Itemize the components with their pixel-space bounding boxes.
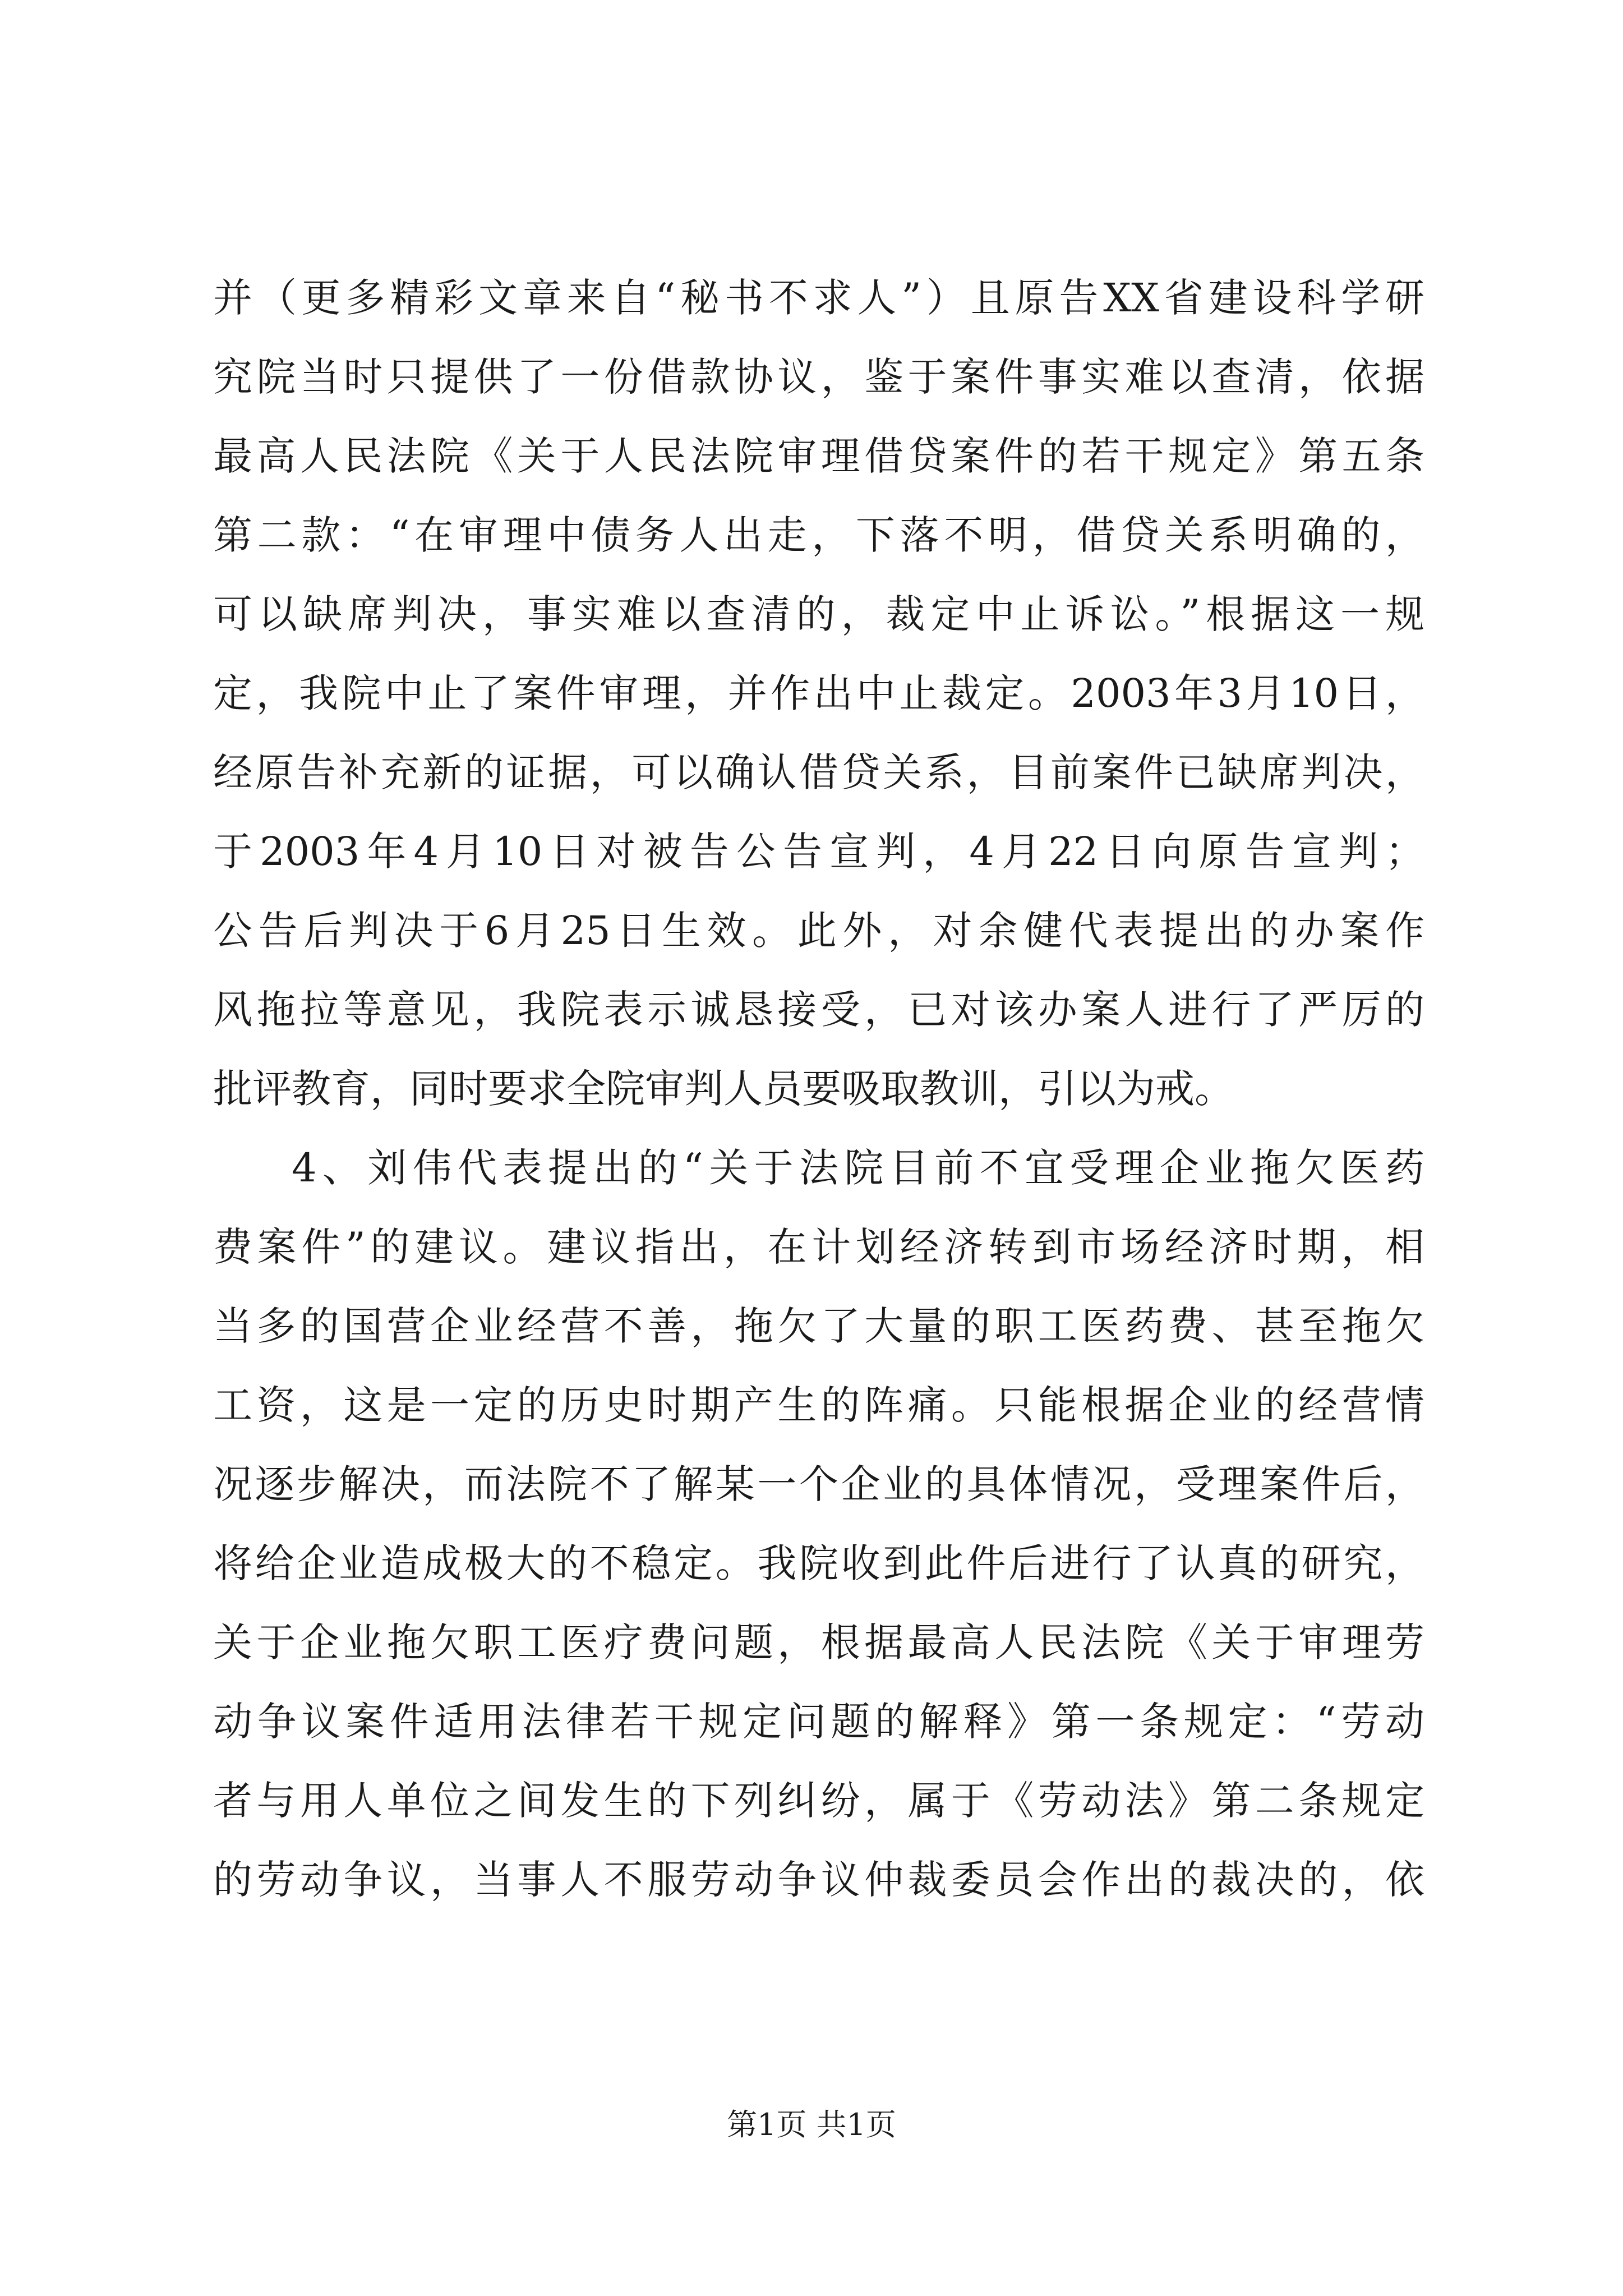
text-line-content: 可以缺席判决，事实难以查清的，裁定中止诉讼。”根据这一规 xyxy=(213,591,1424,637)
text-line xyxy=(213,493,1424,572)
text-line-content: 风拖拉等意见，我院表示诚恳接受，已对该办案人进行了严厉的 xyxy=(213,987,1424,1033)
text-line-content: 经原告补充新的证据，可以确认借贷关系，目前案件已缺席判决， xyxy=(213,749,1424,795)
text-line xyxy=(213,967,1424,1046)
text-line xyxy=(213,651,1424,730)
text-line-content: 况逐步解决，而法院不了解某一个企业的具体情况，受理案件后， xyxy=(213,1461,1424,1507)
text-line-content: 公告后判决于6月25日生效。此外，对余健代表提出的办案作 xyxy=(213,908,1424,954)
text-line-content: 究院当时只提供了一份借款协议，鉴于案件事实难以查清，依据 xyxy=(213,354,1424,400)
text-line-content: 关于企业拖欠职工医疗费问题，根据最高人民法院《关于审理劳 xyxy=(213,1619,1424,1665)
text-line xyxy=(213,1363,1424,1442)
text-line-content: 将给企业造成极大的不稳定。我院收到此件后进行了认真的研究， xyxy=(213,1540,1424,1586)
text-line-content: 定，我院中止了案件审理，并作出中止裁定。2003年3月10日， xyxy=(213,670,1424,716)
text-line xyxy=(213,1837,1424,1916)
text-line xyxy=(213,334,1424,413)
text-line-content: 费案件”的建议。建议指出，在计划经济转到市场经济时期，相 xyxy=(213,1224,1424,1270)
page-number-label: 第1页 共1页 xyxy=(727,2107,896,2142)
body-text xyxy=(213,255,1424,1916)
text-line xyxy=(213,1283,1424,1363)
text-line-content: 工资，这是一定的历史时期产生的阵痛。只能根据企业的经营情 xyxy=(213,1382,1424,1428)
text-line-content: 最高人民法院《关于人民法院审理借贷案件的若干规定》第五条 xyxy=(213,433,1424,479)
text-line xyxy=(213,413,1424,493)
text-line-content: 于2003年4月10日对被告公告宣判，4月22日向原告宣判； xyxy=(213,829,1424,875)
text-line-content: 批评教育，同时要求全院审判人员要吸取教训，引以为戒。 xyxy=(213,1066,1234,1112)
text-line xyxy=(213,730,1424,809)
text-line xyxy=(213,572,1424,651)
text-line xyxy=(213,888,1424,967)
text-line-content: 当多的国营企业经营不善，拖欠了大量的职工医药费、甚至拖欠 xyxy=(213,1303,1424,1349)
text-line xyxy=(213,809,1424,888)
text-line-content: 的劳动争议，当事人不服劳动争议仲裁委员会作出的裁决的，依 xyxy=(213,1857,1424,1903)
text-line xyxy=(213,1679,1424,1758)
text-line xyxy=(213,1758,1424,1837)
text-line xyxy=(213,1521,1424,1600)
text-line-content: 并（更多精彩文章来自“秘书不求人”）且原告XX省建设科学研 xyxy=(213,275,1424,321)
text-line xyxy=(213,1204,1424,1283)
text-line xyxy=(213,1442,1424,1521)
text-line-content: 者与用人单位之间发生的下列纠纷，属于《劳动法》第二条规定 xyxy=(213,1778,1424,1824)
text-line-content: 第二款：“在审理中债务人出走，下落不明，借贷关系明确的， xyxy=(213,512,1424,558)
text-line xyxy=(213,1600,1424,1679)
text-line xyxy=(213,1046,1424,1125)
text-line xyxy=(213,1125,1424,1204)
text-line-content: 动争议案件适用法律若干规定问题的解释》第一条规定：“劳动 xyxy=(213,1699,1424,1745)
page-footer xyxy=(0,2101,1623,2144)
text-line-content: 4、刘伟代表提出的“关于法院目前不宜受理企业拖欠医药 xyxy=(292,1145,1424,1191)
text-line xyxy=(213,255,1424,334)
